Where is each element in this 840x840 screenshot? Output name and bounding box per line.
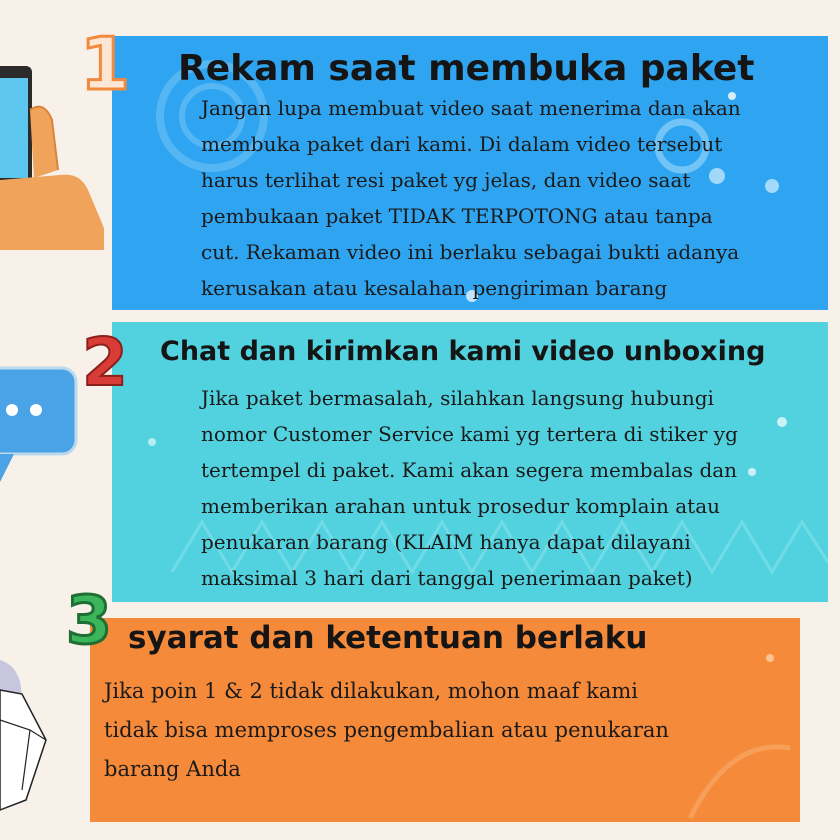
step-3-description [104,672,804,789]
description-line: memberikan arahan untuk prosedur komplain atau [201,494,721,518]
description-line: penukaran barang (KLAIM hanya dapat dilayani [201,530,691,554]
description-line: maksimal 3 hari dari tanggal penerimaan paket) [201,566,693,590]
step-2-number: 2 [82,324,128,401]
description-line: pembukaan paket TIDAK TERPOTONG atau tanpa [201,204,713,228]
description-line: nomor Customer Service kami yg tertera di stiker yg [201,422,738,446]
box-icon [0,650,60,820]
description-line: kerusakan atau kesalahan pengiriman barang [201,276,668,300]
description-line: barang Anda [104,757,241,781]
description-line: tidak bisa memproses pengembalian atau penukaran [104,718,669,742]
step-3-title: syarat dan ketentuan berlaku [128,620,648,656]
description-line: Jika poin 1 & 2 tidak dilakukan, mohon maaf kami [104,679,638,703]
step-1-description [201,90,821,306]
description-line: membuka paket dari kami. Di dalam video tersebut [201,132,723,156]
step-2-title: Chat dan kirimkan kami video unboxing [160,336,766,367]
step-2-description [201,380,821,596]
description-line: harus terlihat resi paket yg jelas, dan video saat [201,168,691,192]
description-line: tertempel di paket. Kami akan segera membalas dan [201,458,738,482]
chat-bubble-icon [0,362,82,492]
step-1-number: 1 [80,22,131,106]
description-line: Jangan lupa membuat video saat menerima dan akan [201,96,741,120]
description-line: Jika paket bermasalah, silahkan langsung hubungi [201,386,714,410]
step-1-title: Rekam saat membuka paket [178,48,755,89]
description-line: cut. Rekaman video ini berlaku sebagai bukti adanya [201,240,740,264]
step-3-number: 3 [66,582,112,659]
